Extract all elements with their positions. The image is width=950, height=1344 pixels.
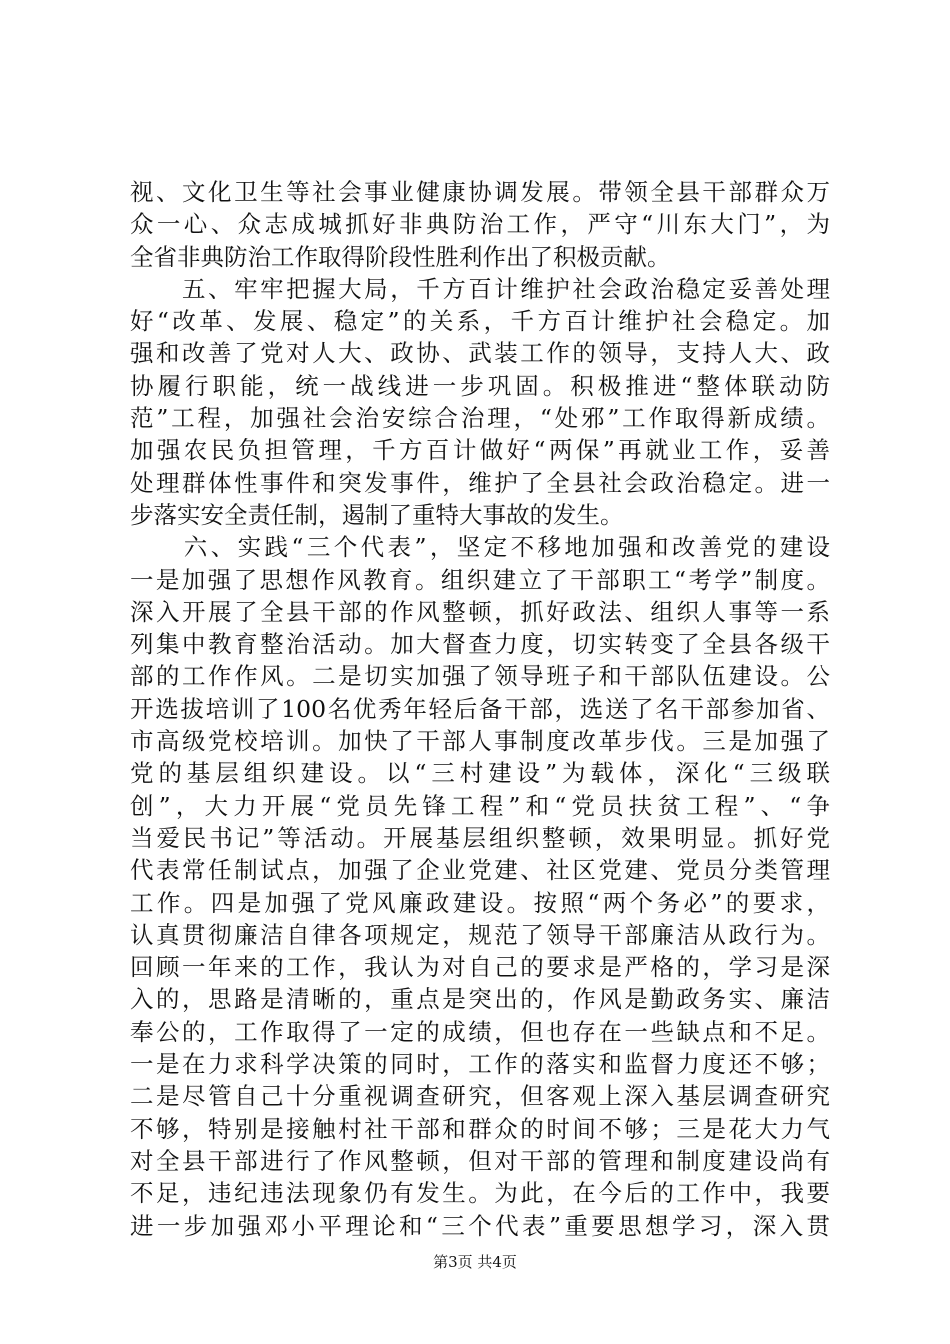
text-line: 创”，大力开展“党员先锋工程”和“党员扶贫工程”、“争 (130, 791, 830, 820)
text-line: 处理群体性事件和突发事件，维护了全县社会政治稳定。进一 (130, 468, 830, 497)
page-footer: 第3页 共4页 (433, 1253, 517, 1271)
text-line: 步落实安全责任制，遏制了重特大事故的发生。 (130, 500, 624, 529)
text-line: 党的基层组织建设。以“三村建设”为载体，深化“三级联 (130, 759, 830, 788)
body-text (130, 176, 830, 1242)
text-line: 回顾一年来的工作，我认为对自己的要求是严格的，学习是深 (130, 953, 830, 982)
text-line: 五、牢牢把握大局，千方百计维护社会政治稳定妥善处理 (130, 274, 830, 303)
text-line: 深入开展了全县干部的作风整顿，抓好政法、组织人事等一系 (130, 597, 830, 626)
text-line: 当爱民书记”等活动。开展基层组织整顿，效果明显。抓好党 (130, 823, 830, 852)
text-line: 一是加强了思想作风教育。组织建立了干部职工“考学”制度。 (130, 565, 830, 594)
text-line: 代表常任制试点，加强了企业党建、社区党建、党员分类管理 (130, 856, 830, 885)
text-line: 加强农民负担管理，千方百计做好“两保”再就业工作，妥善 (130, 436, 830, 465)
text-line: 认真贯彻廉洁自律各项规定，规范了领导干部廉洁从政行为。 (130, 920, 830, 949)
text-line: 视、文化卫生等社会事业健康协调发展。带领全县干部群众万 (130, 178, 830, 206)
text-line: 进一步加强邓小平理论和“三个代表”重要思想学习，深入贯 (130, 1211, 830, 1240)
text-line: 对全县干部进行了作风整顿，但对干部的管理和制度建设尚有 (130, 1146, 830, 1175)
text-line: 一是在力求科学决策的同时，工作的落实和监督力度还不够； (130, 1050, 830, 1079)
text-line: 不足，违纪违法现象仍有发生。为此，在今后的工作中，我要 (130, 1179, 830, 1208)
text-line: 市高级党校培训。加快了干部人事制度改革步伐。三是加强了 (130, 727, 830, 756)
text-line: 六、实践“三个代表”，坚定不移地加强和改善党的建设 (130, 533, 830, 562)
text-line: 好“改革、发展、稳定”的关系，千方百计维护社会稳定。加 (130, 307, 830, 336)
text-line: 入的，思路是清晰的，重点是突出的，作风是勤政务实、廉洁 (130, 985, 830, 1014)
text-line: 协履行职能，统一战线进一步巩固。积极推进“整体联动防 (130, 371, 830, 400)
text-line: 范”工程，加强社会治安综合治理，“处邪”工作取得新成绩。 (130, 404, 830, 433)
text-line: 列集中教育整治活动。加大督查力度，切实转变了全县各级干 (130, 630, 830, 659)
text-line: 奉公的，工作取得了一定的成绩，但也存在一些缺点和不足。 (130, 1017, 830, 1046)
text-line: 二是尽管自己十分重视调查研究，但客观上深入基层调查研究 (130, 1082, 830, 1111)
text-line: 工作。四是加强了党风廉政建设。按照“两个务必”的要求， (130, 888, 830, 917)
text-line: 全省非典防治工作取得阶段性胜利作出了积极贡献。 (130, 242, 671, 271)
text-line: 众一心、众志成城抓好非典防治工作，严守“川东大门”，为 (130, 210, 830, 239)
text-line: 部的工作作风。二是切实加强了领导班子和干部队伍建设。公 (130, 662, 830, 691)
text-line: 强和改善了党对人大、政协、武装工作的领导，支持人大、政 (130, 339, 830, 368)
text-line: 不够，特别是接触村社干部和群众的时间不够；三是花大力气 (130, 1114, 830, 1143)
text-line: 开选拔培训了100名优秀年轻后备干部，选送了名干部参加省、 (130, 694, 830, 723)
